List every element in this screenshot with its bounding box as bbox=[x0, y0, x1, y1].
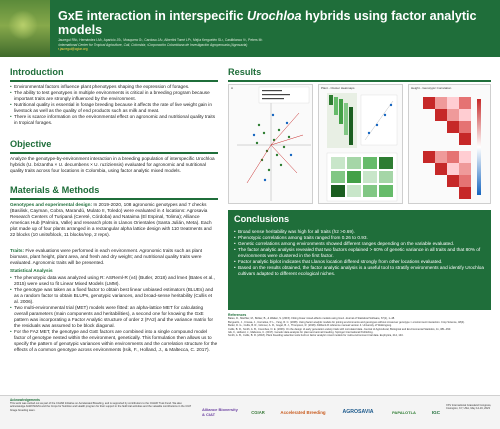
results-fig2-label: Plant - Cluster Heatmaps bbox=[321, 86, 355, 90]
reference-item: Smith, A. B., Cullis, B. R. (2018). Plant breeding selection tools built on factor analytic mixed models for multi-environment trial data. Euphytica, 214, 143. bbox=[228, 334, 404, 338]
results-fig3-label: Height - Genotypic Correlation bbox=[411, 86, 452, 90]
agrosavia-logo: AGROSAVIA bbox=[342, 409, 374, 415]
conclusion-bullet: • The factor analytic analysis revealed that two factors explained > 60% of genetic variance in all traits and that 80% of environments were clustered in the first factor. bbox=[234, 247, 488, 259]
acknowledgements-heading: Acknowledgements bbox=[10, 398, 40, 402]
methods-traits-paragraph bbox=[10, 248, 218, 266]
results-biplot-figure bbox=[228, 84, 313, 204]
conclusions-panel bbox=[228, 210, 491, 310]
results-heatmap-figure bbox=[318, 84, 403, 204]
poster-title: GxE interaction in interspecific Urochloa hybrids using factor analytic models bbox=[58, 9, 477, 37]
methods-genotypes-text: In 2019-2020, 108 agronomic genotypes and 7 checks (Basilisk, Cayman, Cobra, Marandú, Mulato II, Toledo) were evaluated in 4 locations: Agrosavia Research Centers of Turipaná (Cereté, Córdoba) and Nataima (El Espinal, Tolima); Alliance Americas Hub (Palmira, Valle) and research plots in Llanos Orientales (Santa Julián, Meta). Each plot made up of four plants arranged in a rectangular alpha lattice design with 110 treatments and 22 blocks (10 units/block, 11 blocks/rep, 2 reps). bbox=[10, 202, 212, 237]
header-forage-photo bbox=[0, 0, 50, 57]
introduction-bullet: • There is scarce information on the environmental effect on agronomic and nutritional quality traits in tropical forages. bbox=[10, 114, 218, 126]
methods-divider bbox=[10, 198, 218, 200]
conclusion-bullet: • Phenotypic correlations among traits ranged from 0.26 to 0.93. bbox=[234, 235, 488, 241]
introduction-bullet: • Nutritional quality is essential in forage breeding because it affects the rate of live weight gain in livestock as well as the quality of end products such as milk and meat. bbox=[10, 102, 218, 114]
papalotla-logo: PAPALOTLA bbox=[392, 409, 416, 415]
igc-logo: IGC bbox=[431, 409, 441, 415]
conclusion-bullet: • Based on the results obtained, the factor analytic analysis is a useful tool to stratify environments and identify Urochloa cultivars adapted to different ecological niches. bbox=[234, 265, 488, 277]
results-heading: Results bbox=[228, 67, 262, 77]
conclusion-bullet: • Genetic correlations among environments showed different ranges depending on the variable evaluated. bbox=[234, 241, 488, 247]
methods-heading: Materials & Methods bbox=[10, 185, 100, 195]
methods-traits-text: Five evaluations were performed in each environment. Agronomic traits such as plant biomass, plant height, plant area, and fresh and dry weight; and nutritional quality traits were evaluated. Agronomic traits will be presented. bbox=[10, 248, 203, 265]
results-divider bbox=[228, 80, 491, 82]
reference-item: Cullis, B. R., Smith, A. B., Coombes, N. E. (2006). On the design of early generation variety trials with correlated data. Journal of Agricultural, Biological and Environmental Statistics, 11, 381–393. bbox=[228, 327, 451, 331]
methods-bullet: • Two multi-environmental trial (MET) models were fitted: an alpha-lattice MET for calculating overall parameters (main components and heritabilities), a second one for knowing the GxE pattern was incorporating a Factor Analytic structure of order 2 (FA2) and the variance matrix for the residuals was assumed to be block diagonal. bbox=[10, 305, 218, 329]
poster-email[interactable]: r.jauregui@cgiar.org bbox=[58, 47, 88, 51]
footer-bar bbox=[0, 395, 500, 429]
results-fig1-label: A bbox=[231, 86, 234, 90]
reference-item: Isik, F., Holland, J., Maltecca, C. (2017). Genetic data analysis for plant and animal breeding. Springer International Publishing. bbox=[228, 331, 374, 335]
conclusions-list bbox=[234, 229, 488, 277]
reference-item: Butler, D. G., Cullis, B. R., Gilmour, A. R., Gogel, B. J., Thompson, R. (2018). ASReml-R reference manual version 4. University of Wollongong. bbox=[228, 324, 392, 328]
methods-bullet: • For the FA2 MET, the genotype and GxE factors are combined into a single compound model factor of genotype nested within the environment, genetically. This formulation then allows us to specify the pattern of genotypic variances within environments and the correlation structure for the effects of a common genotype across environments (Isik, F., Holland, J., & Maltecca, C. 2017). bbox=[10, 329, 218, 353]
results-correlation-figure bbox=[408, 84, 491, 204]
poster-authors: Jauregui RN¹, Hernández LM¹, Aparicio JS¹, Mosquera G¹, Cardoso JA¹, Albertini Tomé LP², Mejía Kerguelén SL², Castiblanco V¹, Peters M¹ bbox=[58, 38, 263, 42]
header-banner bbox=[0, 0, 500, 57]
conference-info: XXV International Grassland Congress, Covington, KY, USA, May 14-19, 2023 bbox=[446, 404, 492, 411]
correlation-graphic bbox=[409, 85, 492, 205]
acknowledgements bbox=[10, 399, 195, 412]
references-section bbox=[228, 314, 491, 338]
objective-text: Analyze the genotype-by-environment interaction in a breeding population of interspecific Urochloa hybrids (U. brizantha × U. decumbens × U. ruziziensis) evaluated for agronomic and nutritional quality traits across four locations in Colombia, using factor analytic mixed models. bbox=[10, 156, 215, 173]
methods-statistics-label: Statistical Analysis bbox=[10, 268, 53, 273]
accelerated-breeding-logo: Accelerated Breeding bbox=[280, 409, 326, 415]
conclusion-bullet: • Factor analytic biplot indicates that Llanos location differed strongly from other locations evaluated. bbox=[234, 259, 488, 265]
methods-bullet: • The genotype was taken as a fixed factor to obtain best linear unbiased estimators (BLUEs) and as a random factor to obtain BLUPs, genotypic variances, and broad-sense heritability (Cullis et al. 2006). bbox=[10, 287, 218, 305]
biplot-graphic bbox=[229, 85, 314, 205]
poster-affiliation: ¹International Center for Tropical Agriculture, Cali, Colombia; ²Corporación Colombiana de Investigación Agropecuaria (Agrosavia) bbox=[58, 42, 248, 47]
introduction-list bbox=[10, 84, 218, 126]
reference-item: Bates, D., Mächler, M., Bolker, B., & Walker, S. (2015). Fitting linear mixed-effects models using lme4. Journal of Statistical Software, 67(1), 1–48. bbox=[228, 317, 395, 321]
heatmap-graphic bbox=[319, 85, 404, 205]
conclusion-bullet: • Broad sense heritability was high for all traits (h2 >0.69). bbox=[234, 229, 488, 235]
results-figures bbox=[228, 84, 491, 216]
conclusions-heading: Conclusions bbox=[234, 214, 290, 224]
methods-genotypes-paragraph bbox=[10, 202, 218, 238]
references-heading: References bbox=[228, 313, 247, 317]
objective-heading: Objective bbox=[10, 139, 52, 149]
introduction-divider bbox=[10, 80, 218, 82]
objective-divider bbox=[10, 152, 218, 154]
alliance-logo: Alliance Bioversity & CIAT bbox=[202, 407, 238, 417]
methods-traits-label: Traits: bbox=[10, 248, 25, 253]
introduction-heading: Introduction bbox=[10, 67, 64, 77]
methods-bullet: • The phenotypic data was analyzed using R: ASReml-R (v4) (Butler, 2018) and lme4 (Bates et al., 2015) were used to fit Linear Mixed Models (LMM). bbox=[10, 275, 218, 287]
methods-genotypes-label: Genotypes and experimental design: bbox=[10, 202, 93, 207]
cgiar-logo: CGIAR bbox=[251, 409, 265, 415]
reference-item: Burgueño, J., Crossa, J., Cornelius, P. L., Yang, R. C. (2008). Using factor analytic models for joining environments and genotypes without crossover genotype × environment interaction. Crop Science, 48(4). bbox=[228, 320, 465, 324]
introduction-bullet: • The ability to test genotypes in multiple environments is critical in a breeding program because important traits are strongly influenced by the environment. bbox=[10, 90, 218, 102]
methods-statistics-list bbox=[10, 275, 218, 353]
introduction-bullet: • Environmental factors influence plant phenotypes shaping the expression of forages. bbox=[10, 84, 218, 90]
acknowledgements-text: This work was carried out as part of the CGIAR Initiative on Accelerated Breeding, and is supported by contributors to the CGIAR Trust Fund. We also acknowledge AGROSAVIA and the Crops for Nutrition and Health program for their support in the field trial activities and the valuable contributions in the CIAT forage breeding team. bbox=[10, 402, 192, 412]
